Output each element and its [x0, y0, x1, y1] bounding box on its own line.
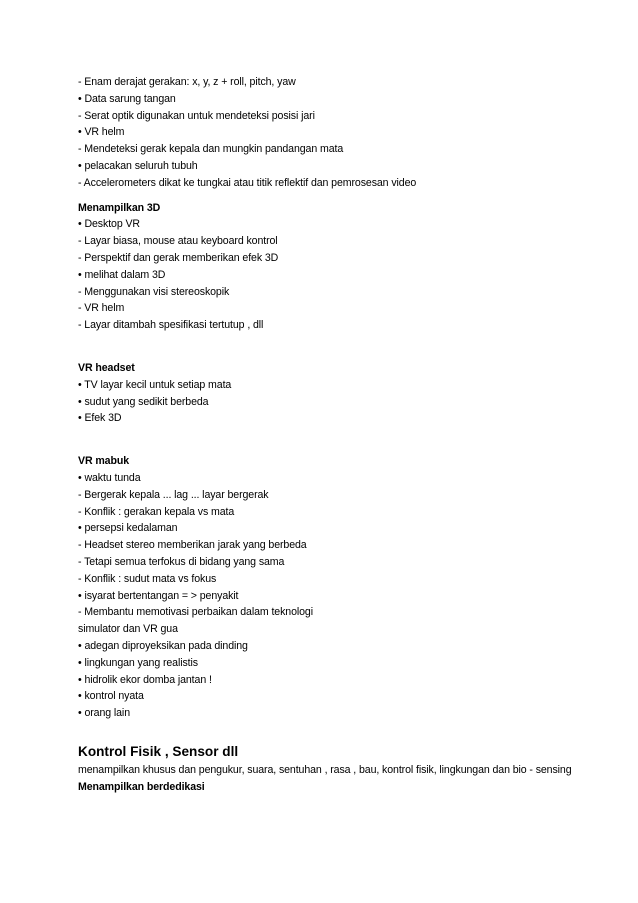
list-item: • persepsi kedalaman [78, 522, 178, 535]
list-item: - Layar ditambah spesifikasi tertutup , dll [78, 319, 264, 332]
list-item: - Membantu memotivasi perbaikan dalam teknologi [78, 606, 313, 619]
list-item: - Headset stereo memberikan jarak yang berbeda [78, 539, 307, 552]
document-page [78, 74, 578, 795]
section-vr-headset [78, 360, 578, 427]
list-item: - Mendeteksi gerak kepala dan mungkin pandangan mata [78, 143, 344, 156]
section-title: Menampilkan 3D [78, 201, 161, 214]
list-item: • adegan diproyeksikan pada dinding [78, 639, 248, 652]
list-item: • Efek 3D [78, 412, 122, 425]
list-item: - Serat optik digunakan untuk mendeteksi posisi jari [78, 109, 315, 122]
section-paragraph: menampilkan khusus dan pengukur, suara, sentuhan , rasa , bau, kontrol fisik, lingkungan dan bio - sensing [78, 763, 572, 776]
list-item: - Layar biasa, mouse atau keyboard kontrol [78, 235, 278, 248]
list-item: - Perspektif dan gerak memberikan efek 3D [78, 251, 279, 264]
list-item: • TV layar kecil untuk setiap mata [78, 378, 232, 391]
section-heading: Kontrol Fisik , Sensor dll [78, 743, 239, 759]
list-item: - Menggunakan visi stereoskopik [78, 285, 230, 298]
section-title: VR headset [78, 361, 135, 374]
tracking-list [78, 74, 578, 192]
list-item: - VR helm [78, 302, 125, 315]
list-item: • waktu tunda [78, 471, 141, 484]
list-item: simulator dan VR gua [78, 623, 178, 636]
list-item: • Desktop VR [78, 218, 140, 231]
list-item: • lingkungan yang realistis [78, 656, 198, 669]
list-item: • orang lain [78, 707, 130, 720]
list-item: • sudut yang sedikit berbeda [78, 395, 209, 408]
section-vr-mabuk [78, 453, 578, 722]
list-item: - Enam derajat gerakan: x, y, z + roll, pitch, yaw [78, 76, 296, 88]
list-item: • Data sarung tangan [78, 92, 176, 105]
list-item: • melihat dalam 3D [78, 268, 166, 281]
section-3d-display [78, 200, 578, 334]
list-item: - Konflik : gerakan kepala vs mata [78, 505, 235, 518]
section-subtitle: Menampilkan berdedikasi [78, 780, 205, 793]
list-item: - Bergerak kepala ... lag ... layar bergerak [78, 488, 269, 501]
list-item: • pelacakan seluruh tubuh [78, 159, 198, 172]
list-item: - Accelerometers dikat ke tungkai atau titik reflektif dan pemrosesan video [78, 176, 417, 189]
list-item: • hidrolik ekor domba jantan ! [78, 673, 212, 686]
list-item: - Tetapi semua terfokus di bidang yang sama [78, 555, 285, 568]
list-item: - Konflik : sudut mata vs fokus [78, 572, 217, 585]
list-item: • kontrol nyata [78, 690, 144, 703]
list-item: • isyarat bertentangan = > penyakit [78, 589, 239, 602]
section-title: VR mabuk [78, 455, 130, 468]
list-item: • VR helm [78, 126, 125, 139]
section-kontrol-fisik [78, 742, 578, 796]
